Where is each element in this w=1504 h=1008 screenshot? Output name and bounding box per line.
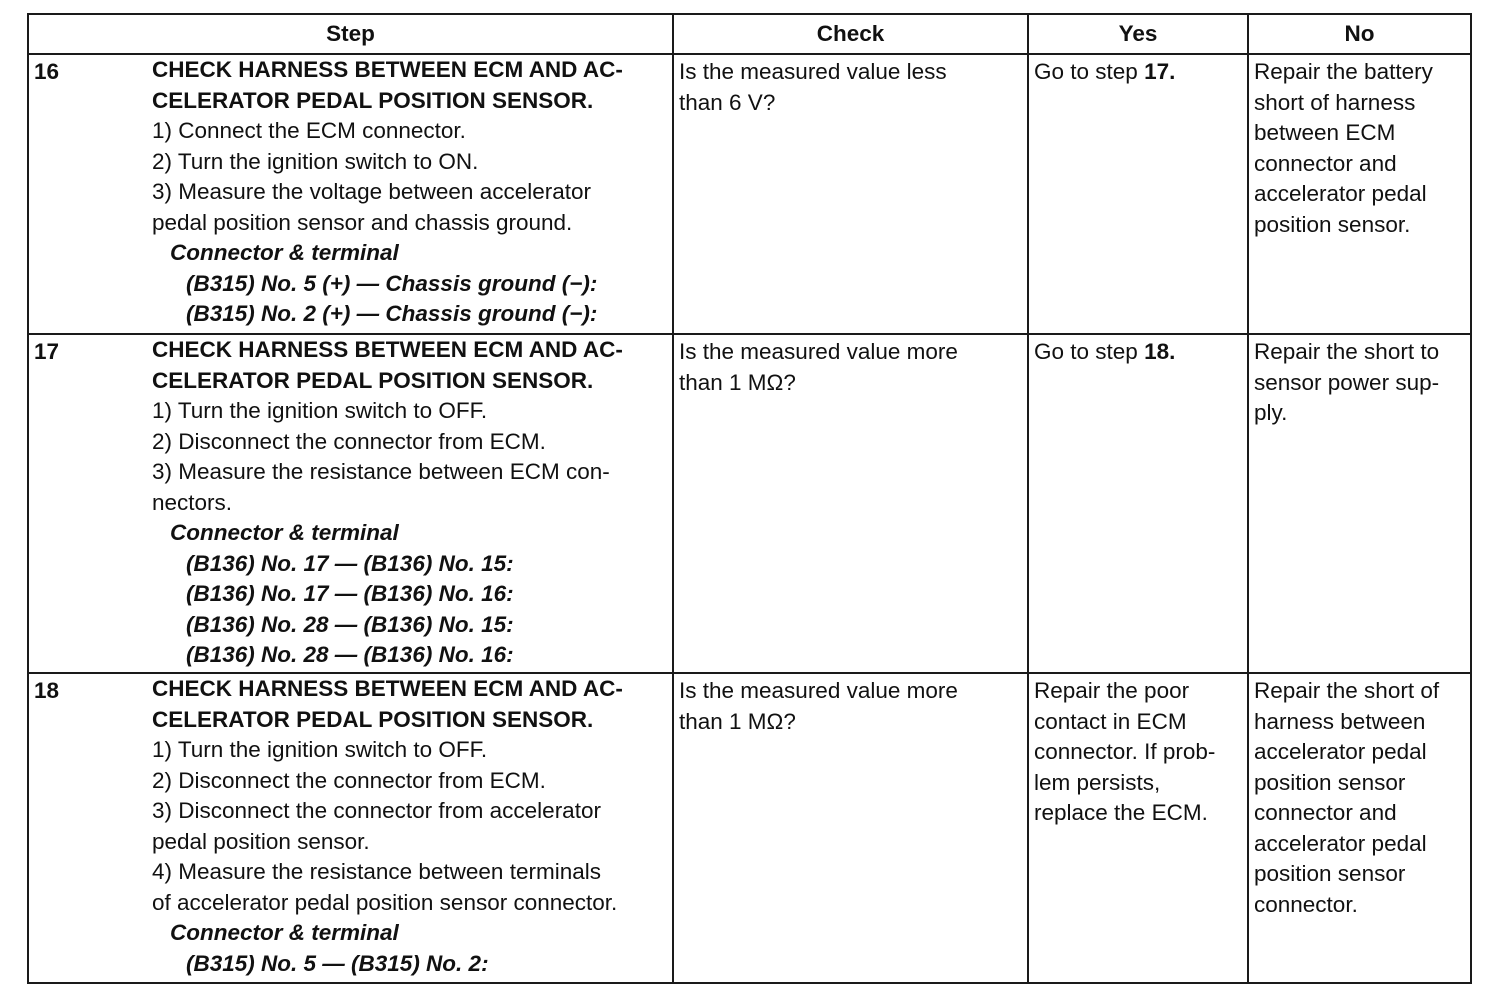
instruction-line: 3) Measure the resistance between ECM con-	[152, 459, 610, 484]
connector-terminal-label: Connector & terminal	[170, 520, 399, 545]
no-line: connector.	[1254, 891, 1358, 917]
goto-step-number: 18.	[1144, 339, 1176, 364]
instruction-line: pedal position sensor.	[152, 828, 370, 854]
no-line: Repair the battery	[1254, 59, 1433, 84]
check-line: Is the measured value more	[679, 678, 958, 703]
instruction-line: 3) Disconnect the connector from accelerator	[152, 798, 601, 823]
terminal-spec: (B315) No. 5 (+) — Chassis ground (−):	[186, 270, 598, 296]
no-line: Repair the short to	[1254, 339, 1440, 364]
instruction-line: 1) Turn the ignition switch to OFF.	[152, 737, 488, 762]
table-row-step-18	[28, 673, 1471, 983]
header-check: Check	[673, 14, 1028, 54]
header-no: No	[1248, 14, 1471, 54]
yes-action	[1034, 335, 1247, 368]
no-line: accelerator pedal	[1254, 181, 1427, 206]
no-line: position sensor	[1254, 861, 1406, 886]
diagnostic-procedure-table	[27, 13, 1472, 984]
goto-text: Go to step	[1034, 339, 1145, 364]
instruction-line: of accelerator pedal position sensor connector.	[152, 889, 618, 915]
yes-line: replace the ECM.	[1034, 800, 1208, 825]
yes-line: lem persists,	[1034, 769, 1161, 795]
no-line: position sensor	[1254, 769, 1406, 795]
instruction-line: 4) Measure the resistance between terminals	[152, 859, 601, 884]
step-title-line: CELERATOR PEDAL POSITION SENSOR.	[152, 367, 594, 393]
connector-terminal-label: Connector & terminal	[170, 240, 399, 265]
table-header-row	[28, 14, 1471, 54]
no-line: Repair the short of	[1254, 678, 1440, 703]
step-number: 18	[34, 678, 60, 703]
yes-line: Repair the poor	[1034, 678, 1190, 703]
check-line: than 6 V?	[679, 89, 776, 115]
no-line: sensor power sup-	[1254, 369, 1440, 395]
table-row-step-17	[28, 334, 1471, 673]
step-title-line: CHECK HARNESS BETWEEN ECM AND AC-	[152, 57, 623, 82]
terminal-spec: (B136) No. 17 — (B136) No. 15:	[186, 550, 514, 576]
no-line: between ECM	[1254, 120, 1396, 145]
terminal-spec: (B315) No. 5 — (B315) No. 2:	[186, 950, 489, 976]
yes-cell	[1028, 334, 1248, 673]
step-cell	[28, 673, 673, 983]
check-cell	[673, 673, 1028, 983]
connector-terminal-label: Connector & terminal	[170, 920, 399, 945]
yes-action	[1034, 55, 1247, 88]
check-cell	[673, 54, 1028, 334]
no-line: position sensor.	[1254, 211, 1411, 237]
yes-cell	[1028, 673, 1248, 983]
check-line: than 1 MΩ?	[679, 369, 796, 395]
instruction-line: nectors.	[152, 489, 233, 515]
no-line: accelerator pedal	[1254, 739, 1427, 764]
step-instructions	[152, 674, 672, 979]
instruction-line: pedal position sensor and chassis ground.	[152, 209, 573, 235]
table-row-step-16	[28, 54, 1471, 334]
no-cell	[1248, 673, 1471, 983]
step-title-line: CELERATOR PEDAL POSITION SENSOR.	[152, 87, 594, 113]
instruction-line: 3) Measure the voltage between accelerator	[152, 179, 592, 204]
terminal-spec: (B136) No. 28 — (B136) No. 16:	[186, 642, 514, 667]
step-title-line: CELERATOR PEDAL POSITION SENSOR.	[152, 706, 594, 732]
step-number: 16	[34, 59, 60, 84]
no-line: connector and	[1254, 150, 1397, 176]
goto-step-number: 17.	[1144, 59, 1176, 84]
step-cell	[28, 334, 673, 673]
instruction-line: 1) Turn the ignition switch to OFF.	[152, 398, 488, 423]
step-title-line: CHECK HARNESS BETWEEN ECM AND AC-	[152, 337, 623, 362]
yes-line: connector. If prob-	[1034, 739, 1216, 764]
yes-cell	[1028, 54, 1248, 334]
check-line: than 1 MΩ?	[679, 708, 796, 734]
no-cell	[1248, 334, 1471, 673]
step-number: 17	[34, 339, 60, 364]
step-instructions	[152, 335, 672, 671]
terminal-spec: (B136) No. 17 — (B136) No. 16:	[186, 581, 514, 606]
no-line: ply.	[1254, 400, 1288, 425]
instruction-line: 2) Disconnect the connector from ECM.	[152, 767, 546, 793]
check-cell	[673, 334, 1028, 673]
instruction-line: 1) Connect the ECM connector.	[152, 118, 466, 143]
no-line: connector and	[1254, 800, 1397, 825]
instruction-line: 2) Turn the ignition switch to ON.	[152, 148, 479, 174]
step-instructions	[152, 55, 672, 330]
header-step: Step	[28, 14, 673, 54]
instruction-line: 2) Disconnect the connector from ECM.	[152, 428, 546, 454]
step-title-line: CHECK HARNESS BETWEEN ECM AND AC-	[152, 676, 623, 701]
check-line: Is the measured value less	[679, 59, 947, 84]
no-line: accelerator pedal	[1254, 830, 1427, 856]
check-line: Is the measured value more	[679, 339, 958, 364]
goto-text: Go to step	[1034, 59, 1145, 84]
header-yes: Yes	[1028, 14, 1248, 54]
step-cell	[28, 54, 673, 334]
yes-line: contact in ECM	[1034, 708, 1187, 734]
terminal-spec: (B315) No. 2 (+) — Chassis ground (−):	[186, 301, 598, 326]
no-cell	[1248, 54, 1471, 334]
no-line: short of harness	[1254, 89, 1416, 115]
terminal-spec: (B136) No. 28 — (B136) No. 15:	[186, 611, 514, 637]
no-line: harness between	[1254, 708, 1426, 734]
